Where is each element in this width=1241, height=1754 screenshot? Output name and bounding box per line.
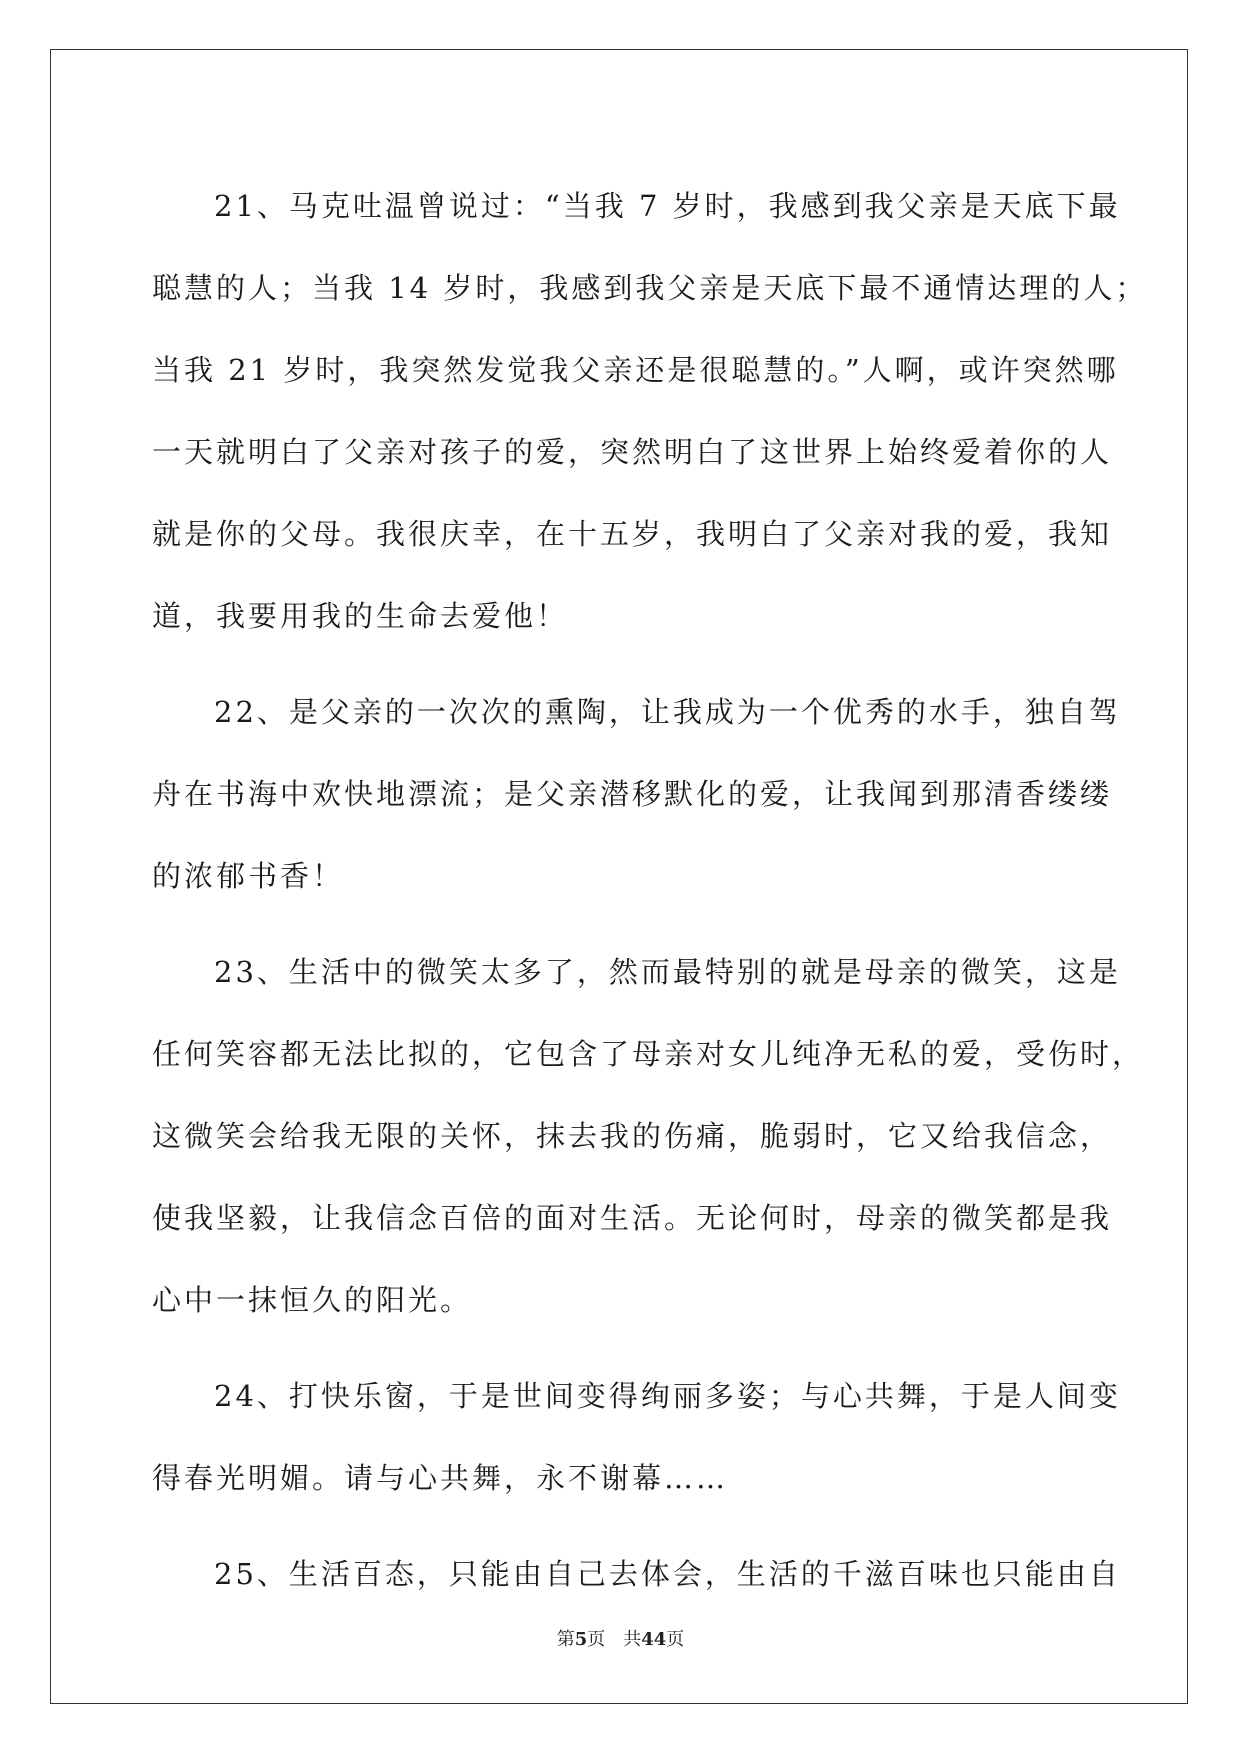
total-pages: 44 <box>641 1629 667 1650</box>
page-suffix: 页 <box>587 1629 606 1650</box>
total-suffix: 页 <box>666 1629 685 1650</box>
text-line: 23、生活中的微笑太多了，然而最特别的就是母亲的微笑，这是 <box>214 955 1121 989</box>
text-line: 21、马克吐温曾说过：“当我 7 岁时，我感到我父亲是天底下最 <box>214 189 1121 223</box>
text-line: 就是你的父母。我很庆幸，在十五岁，我明白了父亲对我的爱，我知 <box>152 517 1113 551</box>
text-line: 一天就明白了父亲对孩子的爱，突然明白了这世界上始终爱着你的人 <box>152 435 1113 469</box>
text-line: 这微笑会给我无限的关怀，抹去我的伤痛，脆弱时，它又给我信念， <box>152 1119 1113 1153</box>
text-line: 任何笑容都无法比拟的，它包含了母亲对女儿纯净无私的爱，受伤时， <box>152 1037 1145 1071</box>
text-line: 22、是父亲的一次次的熏陶，让我成为一个优秀的水手，独自驾 <box>214 695 1121 729</box>
text-line: 使我坚毅，让我信念百倍的面对生活。无论何时，母亲的微笑都是我 <box>152 1201 1113 1235</box>
paragraph-23 <box>152 931 1145 1341</box>
text-line: 当我 21 岁时，我突然发觉我父亲还是很聪慧的。”人啊，或许突然哪 <box>152 353 1119 387</box>
page-number: 5 <box>574 1629 588 1650</box>
text-line: 聪慧的人；当我 14 岁时，我感到我父亲是天底下最不通情达理的人； <box>152 271 1148 305</box>
page-footer <box>0 1625 1241 1651</box>
text-line: 24、打快乐窗，于是世间变得绚丽多姿；与心共舞，于是人间变 <box>214 1379 1121 1413</box>
page-prefix: 第 <box>556 1629 575 1650</box>
document-body <box>152 165 1148 1629</box>
paragraph-21 <box>152 165 1148 657</box>
text-line: 的浓郁书香！ <box>152 859 345 893</box>
text-line: 心中一抹恒久的阳光。 <box>152 1283 473 1317</box>
paragraph-25 <box>152 1533 1121 1615</box>
text-line: 道，我要用我的生命去爱他！ <box>152 599 569 633</box>
text-line: 得春光明媚。请与心共舞，永不谢幕…… <box>152 1461 729 1495</box>
text-line: 25、生活百态，只能由自己去体会，生活的千滋百味也只能由自 <box>214 1557 1121 1591</box>
paragraph-24 <box>152 1355 1121 1519</box>
paragraph-22 <box>152 671 1121 917</box>
total-prefix: 共 <box>623 1629 642 1650</box>
text-line: 舟在书海中欢快地漂流；是父亲潜移默化的爱，让我闻到那清香缕缕 <box>152 777 1113 811</box>
